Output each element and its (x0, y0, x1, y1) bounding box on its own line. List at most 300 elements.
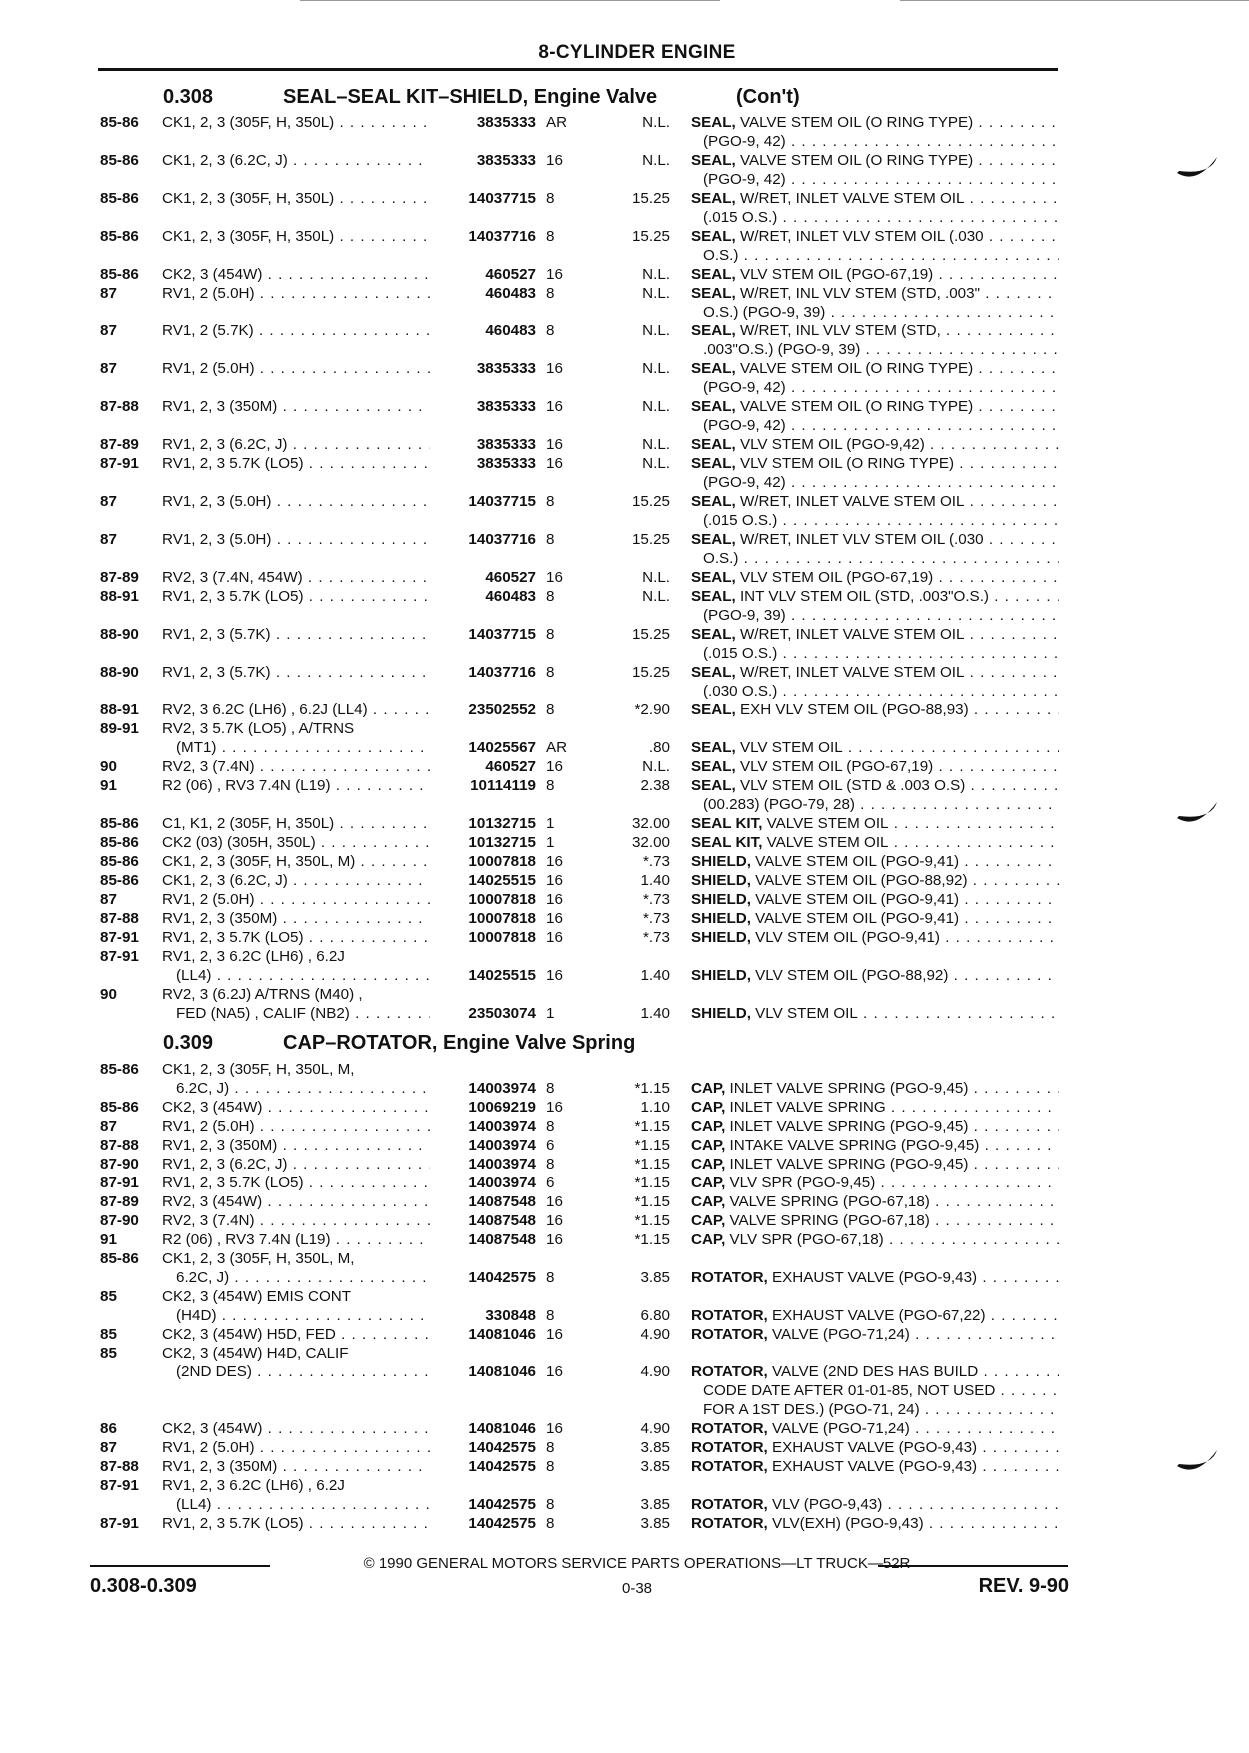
description (691, 322, 1059, 339)
table-row (0, 739, 1249, 756)
application: 6.2C, J) . . . (176, 1080, 437, 1097)
description (691, 455, 1059, 472)
description-text: VALVE STEM OIL (762, 834, 889, 852)
application: RV1, 2 (5.0H) . . . (162, 891, 437, 908)
quantity: 8 (546, 1268, 555, 1286)
description-text: (PGO-9, 42) (703, 417, 786, 435)
quantity: 16 (546, 568, 563, 586)
description-text: VALVE SPRING (PGO-67,18) (725, 1212, 930, 1230)
section-continued: (Con't) (736, 86, 800, 108)
part-number: 14081046 (430, 1363, 536, 1380)
table-row (0, 626, 1249, 643)
part-number: 14037715 (430, 493, 536, 510)
part-number: 3835333 (430, 152, 536, 169)
table-row (0, 720, 1249, 737)
description (691, 360, 1059, 377)
description-text: EXHAUST VALVE (PGO-67,22) (767, 1306, 986, 1324)
part-number: 10069219 (430, 1099, 536, 1116)
quantity: 16 (546, 1325, 563, 1343)
part-number: 14025567 (430, 739, 536, 756)
price: 15.25 (631, 189, 670, 207)
application: R2 (06) , RV3 7.4N (L19) . . . (162, 1231, 437, 1248)
table-row (0, 701, 1249, 718)
model-year: 85-86 (100, 834, 139, 852)
price: 4.90 (640, 1420, 670, 1438)
description-text: EXHAUST VALVE (PGO-9,43) (767, 1268, 978, 1286)
model-year: 86 (100, 1420, 117, 1438)
model-year: 85-86 (100, 265, 139, 283)
table-row (0, 1345, 1249, 1362)
table-row (0, 228, 1249, 245)
description-text: VALVE STEM OIL (PGO-9,41) (750, 909, 960, 927)
description-text: INLET VALVE SPRING (725, 1098, 886, 1116)
application: FED (NA5) , CALIF (NB2) . . . (176, 1005, 437, 1022)
description-text: VALVE STEM OIL (O RING TYPE) (735, 398, 974, 416)
description-text: VLV STEM OIL (O RING TYPE) (735, 455, 955, 473)
description-text: (.030 O.S.) (703, 682, 778, 700)
description (691, 1307, 1059, 1324)
table-row (0, 1458, 1249, 1475)
description-text: INLET VALVE SPRING (PGO-9,45) (725, 1079, 969, 1097)
description-noun: SEAL KIT, (691, 815, 763, 833)
description-noun: SEAL, (691, 739, 736, 757)
price: N.L. (642, 758, 670, 776)
quantity: 8 (546, 1155, 555, 1173)
section-title: SEAL–SEAL KIT–SHIELD, Engine Valve (283, 86, 658, 108)
application: RV1, 2, 3 5.7K (LO5) . . . (162, 1515, 437, 1532)
description-noun: SEAL, (691, 265, 736, 283)
description-text: VLV STEM OIL (750, 1004, 858, 1022)
description-noun: CAP, (691, 1098, 726, 1116)
description-noun: SEAL, (691, 777, 736, 795)
footer-copyright: © 1990 GENERAL MOTORS SERVICE PARTS OPERATIONS—LT TRUCK—52R (363, 1555, 911, 1572)
table-row (0, 1307, 1249, 1324)
application: RV1, 2, 3 (5.7K) . . . (162, 664, 437, 681)
description-noun: SHIELD, (691, 853, 751, 871)
table-row (0, 1477, 1249, 1494)
description (703, 474, 1059, 491)
description (691, 1420, 1059, 1437)
application: RV1, 2, 3 (5.0H) . . . (162, 531, 437, 548)
description (691, 1363, 1059, 1380)
application: RV1, 2, 3 (350M) . . . (162, 1458, 437, 1475)
price: 15.25 (631, 625, 670, 643)
description-text: O.S.) (PGO-9, 39) (703, 303, 826, 321)
description-noun: SHIELD, (691, 1004, 751, 1022)
quantity: AR (546, 739, 568, 757)
description-text: VLV SPR (PGO-9,45) (725, 1174, 876, 1192)
application: C1, K1, 2 (305F, H, 350L) . . . (162, 815, 437, 832)
price: 32.00 (631, 815, 670, 833)
price: *1.15 (634, 1136, 670, 1154)
footer-revision: REV. 9-90 (978, 1575, 1069, 1597)
description-text: (.015 O.S.) (703, 511, 778, 529)
description (691, 929, 1059, 946)
table-row (0, 114, 1249, 131)
table-row (0, 493, 1249, 510)
description-noun: SEAL, (691, 493, 736, 510)
description (703, 304, 1059, 321)
table-row (0, 1439, 1249, 1456)
description-text: VALVE (2ND DES HAS BUILD (767, 1363, 979, 1381)
table-row (0, 1363, 1249, 1380)
quantity: 8 (546, 701, 555, 719)
binder-hole-mark (1175, 155, 1219, 181)
price: .80 (648, 739, 670, 757)
model-year: 87 (100, 360, 117, 378)
description (691, 1080, 1059, 1097)
application: RV1, 2, 3 5.7K (LO5) . . . (162, 929, 437, 946)
description-text: VALVE SPRING (PGO-67,18) (725, 1193, 930, 1211)
model-year: 87 (100, 322, 117, 340)
price: 32.00 (631, 834, 670, 852)
table-row (0, 1250, 1249, 1267)
model-year: 87-90 (100, 1155, 139, 1173)
quantity: 16 (546, 455, 563, 473)
table-row (0, 436, 1249, 453)
model-year: 87-90 (100, 1212, 139, 1230)
quantity: 8 (546, 1306, 555, 1324)
application: R2 (06) , RV3 7.4N (L19) . . . (162, 777, 437, 794)
table-row (0, 796, 1249, 813)
table-row (0, 398, 1249, 415)
description (691, 1137, 1059, 1154)
table-row (0, 152, 1249, 169)
price: N.L. (642, 587, 670, 605)
section-heading-0308 (163, 84, 1063, 110)
table-row (0, 569, 1249, 586)
model-year: 87 (100, 284, 117, 302)
description-noun: ROTATOR, (691, 1514, 768, 1532)
model-year: 87-88 (100, 398, 139, 416)
price: 15.25 (631, 663, 670, 681)
application: RV2, 3 5.7K (LO5) , A/TRNS (162, 720, 355, 738)
description-text: VALVE STEM OIL (762, 815, 889, 833)
description-noun: SEAL, (691, 568, 736, 586)
description-text: (PGO-9, 42) (703, 170, 786, 188)
quantity: 16 (546, 398, 563, 416)
price: N.L. (642, 568, 670, 586)
application: CK2, 3 (454W) . . . (162, 1099, 437, 1116)
description (691, 1005, 1059, 1022)
part-number: 14087548 (430, 1231, 536, 1248)
part-number: 14042575 (430, 1269, 536, 1286)
description-text: VLV STEM OIL (PGO-67,19) (735, 265, 934, 283)
price: 1.40 (640, 1004, 670, 1022)
description-text: EXHAUST VALVE (PGO-9,43) (767, 1457, 978, 1475)
description (691, 1326, 1059, 1343)
description-noun: CAP, (691, 1231, 726, 1249)
model-year: 87-91 (100, 1476, 139, 1494)
description (691, 758, 1059, 775)
price: N.L. (642, 436, 670, 454)
table-row (0, 133, 1249, 150)
part-number: 14003974 (430, 1118, 536, 1135)
part-number: 3835333 (430, 436, 536, 453)
quantity: 16 (546, 1098, 563, 1116)
application: RV1, 2 (5.0H) . . . (162, 1118, 437, 1135)
description-text: EXH VLV STEM OIL (PGO-88,93) (735, 701, 969, 719)
table-row (0, 834, 1249, 851)
quantity: 16 (546, 1420, 563, 1438)
description-text: VALVE STEM OIL (O RING TYPE) (735, 151, 974, 169)
description-noun: ROTATOR, (691, 1457, 768, 1475)
model-year: 87-91 (100, 928, 139, 946)
quantity: 8 (546, 587, 555, 605)
table-row (0, 758, 1249, 775)
table-row (0, 531, 1249, 548)
model-year: 87-89 (100, 568, 139, 586)
price: *.73 (642, 890, 670, 908)
price: 4.90 (640, 1363, 670, 1381)
table-row (0, 607, 1249, 624)
model-year: 90 (100, 758, 117, 776)
section-title: CAP–ROTATOR, Engine Valve Spring (283, 1032, 636, 1054)
description-noun: SEAL, (691, 530, 736, 548)
description-noun: CAP, (691, 1079, 726, 1097)
model-year: 88-90 (100, 625, 139, 643)
description-noun: SEAL, (691, 398, 736, 416)
description-noun: ROTATOR, (691, 1420, 768, 1438)
description (691, 588, 1059, 605)
description (703, 379, 1059, 396)
table-row (0, 341, 1249, 358)
application: RV1, 2, 3 (350M) . . . (162, 398, 437, 415)
application: RV1, 2, 3 (6.2C, J) . . . (162, 1156, 437, 1173)
price: N.L. (642, 455, 670, 473)
model-year: 85-86 (100, 872, 139, 889)
table-row (0, 171, 1249, 188)
description (703, 1382, 1059, 1399)
description-text: VLV STEM OIL (PGO-88,92) (750, 966, 949, 984)
description-text: VALVE (PGO-71,24) (767, 1420, 910, 1438)
table-row (0, 285, 1249, 302)
quantity: 8 (546, 1514, 555, 1532)
description-text: W/RET, INLET VALVE STEM OIL (735, 493, 965, 510)
description-noun: SEAL, (691, 322, 736, 340)
part-number: 460527 (430, 266, 536, 283)
description-text: INT VLV STEM OIL (STD, .003"O.S.) (735, 587, 989, 605)
description (703, 607, 1059, 624)
table-row (0, 645, 1249, 662)
part-number: 14087548 (430, 1193, 536, 1210)
price: 15.25 (631, 227, 670, 245)
description (691, 190, 1059, 207)
description (691, 664, 1059, 681)
quantity: 8 (546, 663, 555, 681)
application: (2ND DES) . . . (176, 1363, 437, 1380)
price: *1.15 (634, 1174, 670, 1192)
description-text: O.S.) (703, 246, 739, 264)
application: RV1, 2, 3 5.7K (LO5) . . . (162, 588, 437, 605)
quantity: 1 (546, 815, 555, 833)
price: 6.80 (640, 1306, 670, 1324)
model-year: 85 (100, 1325, 117, 1343)
description (691, 853, 1059, 870)
price: 15.25 (631, 530, 670, 548)
model-year: 85-86 (100, 853, 139, 871)
model-year: 87-91 (100, 1174, 139, 1192)
description-noun: SEAL, (691, 114, 736, 131)
description (691, 701, 1059, 718)
description (691, 739, 1059, 756)
application: RV1, 2 (5.0H) . . . (162, 285, 437, 302)
price: *1.15 (634, 1231, 670, 1249)
price: N.L. (642, 114, 670, 131)
description-text: VALVE STEM OIL (O RING TYPE) (735, 114, 974, 131)
description-noun: SEAL, (691, 455, 736, 473)
application: CK1, 2, 3 (305F, H, 350L) . . . (162, 228, 437, 245)
description (691, 228, 1059, 245)
model-year: 87 (100, 1439, 117, 1456)
model-year: 85 (100, 1287, 117, 1305)
description-text: VLV (PGO-9,43) (767, 1495, 883, 1513)
application: CK1, 2, 3 (305F, H, 350L, M, (162, 1061, 355, 1078)
description (691, 285, 1059, 302)
quantity: 16 (546, 151, 563, 169)
part-number: 10007818 (430, 929, 536, 946)
quantity: 16 (546, 872, 563, 889)
quantity: 16 (546, 1363, 563, 1381)
table-row (0, 1005, 1249, 1022)
part-number: 10007818 (430, 891, 536, 908)
application: RV1, 2, 3 (350M) . . . (162, 910, 437, 927)
description-noun: SEAL, (691, 360, 736, 378)
table-row (0, 1231, 1249, 1248)
price: *.73 (642, 909, 670, 927)
table-row (0, 190, 1249, 207)
table-row (0, 929, 1249, 946)
table-row (0, 1269, 1249, 1286)
model-year: 87-88 (100, 1136, 139, 1154)
description-noun: SHIELD, (691, 928, 751, 946)
model-year: 85 (100, 1344, 117, 1362)
description-noun: CAP, (691, 1193, 726, 1211)
part-number: 10114119 (430, 777, 536, 794)
description (691, 1496, 1059, 1513)
application: RV1, 2 (5.0H) . . . (162, 360, 437, 377)
price: 1.10 (640, 1098, 670, 1116)
part-number: 14003974 (430, 1174, 536, 1191)
scan-edge-line (300, 0, 720, 1)
description-noun: ROTATOR, (691, 1268, 768, 1286)
description (703, 341, 1059, 358)
description-noun: SHIELD, (691, 909, 751, 927)
price: *1.15 (634, 1212, 670, 1230)
description-text: VALVE STEM OIL (PGO-9,41) (750, 890, 960, 908)
description-text: (PGO-9, 42) (703, 132, 786, 150)
price: 3.85 (640, 1457, 670, 1475)
description-noun: SEAL, (691, 625, 736, 643)
price: 1.40 (640, 966, 670, 984)
description-noun: SHIELD, (691, 966, 751, 984)
table-row (0, 986, 1249, 1003)
price: *2.90 (634, 701, 670, 719)
application: RV1, 2, 3 (5.7K) . . . (162, 626, 437, 643)
quantity: 1 (546, 1004, 555, 1022)
binder-hole-mark (1175, 800, 1219, 826)
section-number: 0.309 (163, 1032, 214, 1054)
table-row (0, 683, 1249, 700)
part-number: 3835333 (430, 360, 536, 377)
description-text: W/RET, INLET VALVE STEM OIL (735, 625, 965, 643)
table-row (0, 474, 1249, 491)
description (691, 815, 1059, 832)
description-text: (PGO-9, 39) (703, 606, 786, 624)
table-row (0, 1420, 1249, 1437)
part-number: 23502552 (430, 701, 536, 718)
description-text: O.S.) (703, 549, 739, 567)
table-row (0, 1061, 1249, 1078)
table-row (0, 322, 1249, 339)
application: RV2, 3 (7.4N, 454W) . . . (162, 569, 437, 586)
description-noun: SEAL, (691, 284, 736, 302)
part-number: 460483 (430, 285, 536, 302)
model-year: 85-86 (100, 151, 139, 169)
table-row (0, 967, 1249, 984)
price: *.73 (642, 853, 670, 871)
section-heading-0309 (163, 1030, 1063, 1056)
description-text: VLV(EXH) (PGO-9,43) (767, 1514, 924, 1532)
description-noun: CAP, (691, 1212, 726, 1230)
model-year: 87-91 (100, 947, 139, 965)
application: RV1, 2, 3 6.2C (LH6) , 6.2J (162, 947, 345, 965)
description (703, 209, 1059, 226)
model-year: 85-86 (100, 1250, 139, 1267)
description-text: VALVE (PGO-71,24) (767, 1325, 910, 1343)
model-year: 87 (100, 1117, 117, 1135)
part-number: 14037716 (430, 664, 536, 681)
table-row (0, 209, 1249, 226)
description (691, 967, 1059, 984)
description-text: INTAKE VALVE SPRING (PGO-9,45) (725, 1136, 980, 1154)
application: RV1, 2 (5.0H) . . . (162, 1439, 437, 1456)
model-year: 91 (100, 777, 117, 795)
quantity: 8 (546, 530, 555, 548)
application: RV2, 3 (6.2J) A/TRNS (M40) , (162, 985, 363, 1003)
quantity: 8 (546, 227, 555, 245)
application: CK1, 2, 3 (6.2C, J) . . . (162, 872, 437, 889)
description-text: (.015 O.S.) (703, 208, 778, 226)
table-row (0, 853, 1249, 870)
description-text: VALVE STEM OIL (O RING TYPE) (735, 360, 974, 378)
quantity: AR (546, 114, 568, 131)
description (691, 1193, 1059, 1210)
model-year: 85-86 (100, 189, 139, 207)
quantity: 8 (546, 1117, 555, 1135)
application: RV1, 2, 3 (350M) . . . (162, 1137, 437, 1154)
description-noun: CAP, (691, 1174, 726, 1192)
description-noun: SEAL, (691, 436, 736, 454)
quantity: 16 (546, 758, 563, 776)
price: N.L. (642, 360, 670, 378)
title-rule (98, 68, 1058, 71)
description-text: W/RET, INLET VALVE STEM OIL (735, 189, 965, 207)
price: 3.85 (640, 1268, 670, 1286)
application: CK1, 2, 3 (305F, H, 350L) . . . (162, 190, 437, 207)
model-year: 88-90 (100, 663, 139, 681)
quantity: 8 (546, 322, 555, 340)
table-row (0, 872, 1249, 889)
application: CK2, 3 (454W) EMIS CONT (162, 1287, 352, 1305)
description-text: FOR A 1ST DES.) (PGO-71, 24) (703, 1401, 920, 1419)
description (703, 683, 1059, 700)
quantity: 16 (546, 265, 563, 283)
model-year: 87 (100, 890, 117, 908)
quantity: 8 (546, 625, 555, 643)
description (691, 1174, 1059, 1191)
quantity: 16 (546, 928, 563, 946)
